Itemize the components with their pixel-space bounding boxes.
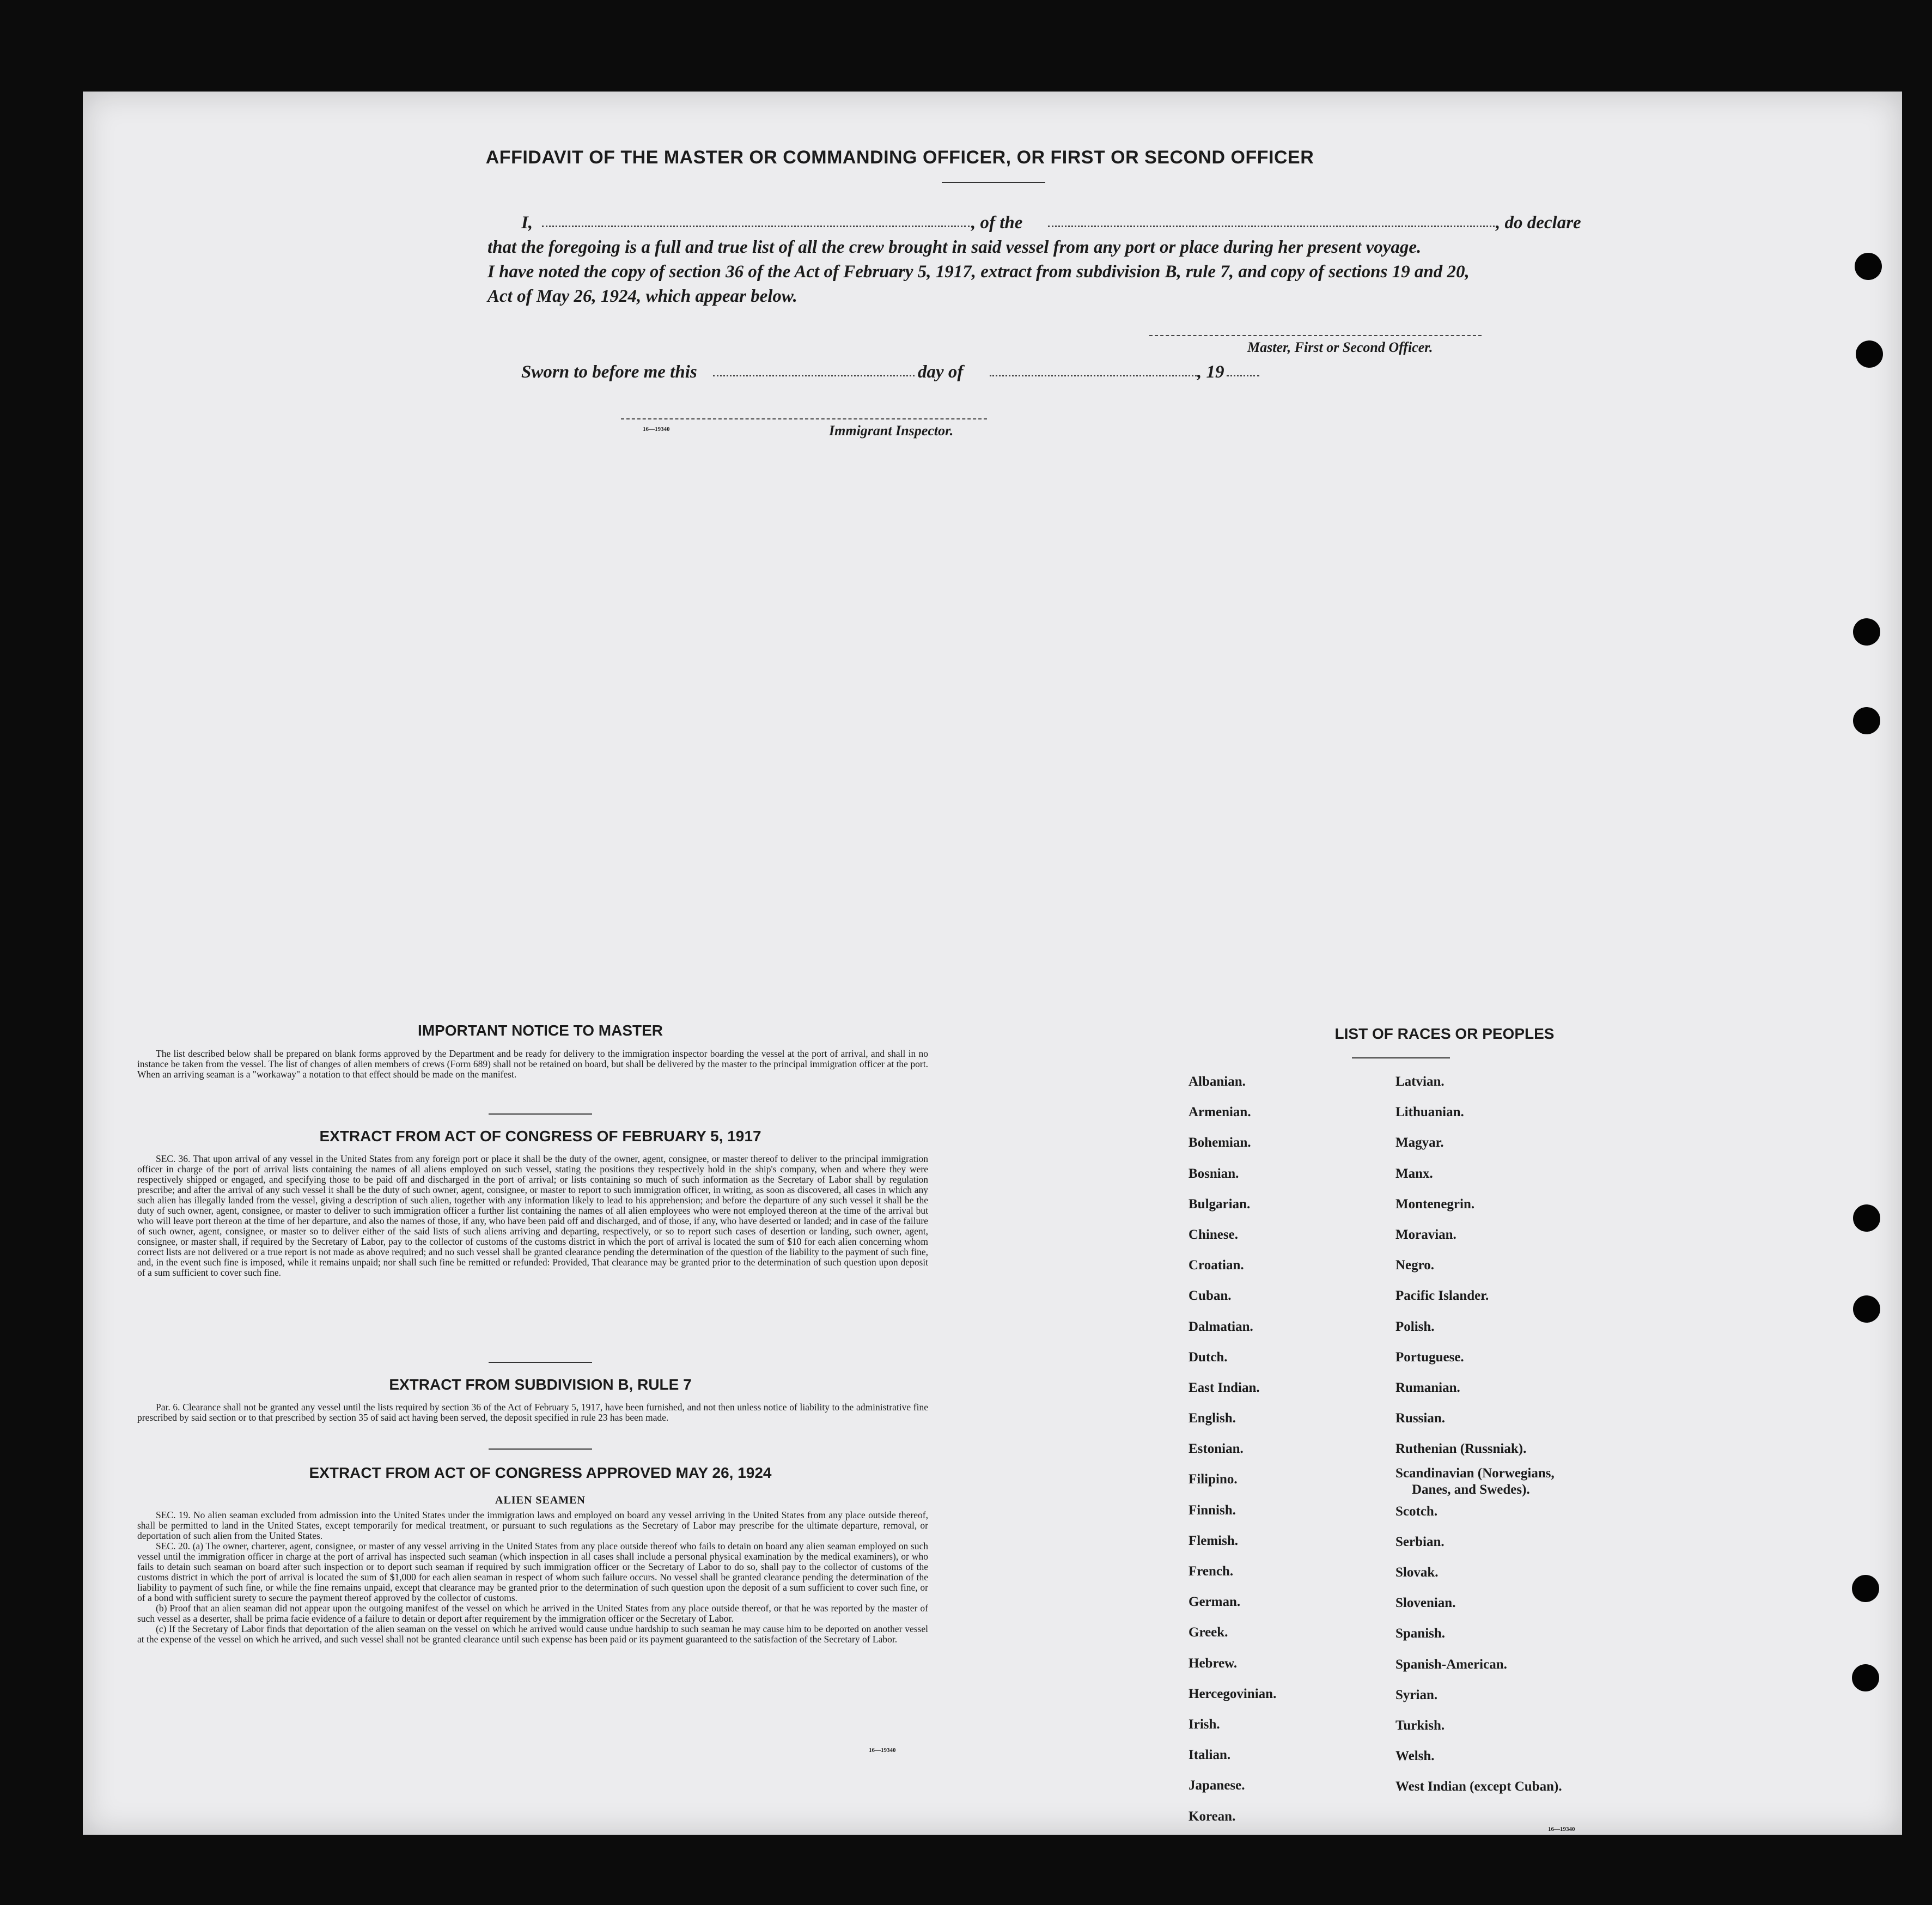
race-item-right: Spanish-American. <box>1395 1657 1507 1672</box>
race-item-left: Croatian. <box>1189 1258 1244 1273</box>
race-item-left: Bulgarian. <box>1189 1196 1251 1212</box>
year-prefix-label: , 19 <box>1197 362 1224 382</box>
extract-1917-text: SEC. 36. That upon arrival of any vessel in the United States from any foreign port or place it shall be the duty of the owner, agent, consignee, or master thereof to deliver to the principal immigration officer in charge of the port of arrival lists containing the names of all aliens employed on such vessel, stating the positions they respectively hold in the ship's company, when and where they were respectively shipped or engaged, and specifying those to be paid off and discharged in the port of arrival; or lists containing so much of such information as the Secretary of Labor shall by regulation prescribe; and after the arrival of any such vessel it shall be the duty of such owner, agent, consignee, or master to report to such immigration officer, in writing, as soon as discovered, all cases in which any such alien has illegally landed from the vessel, giving a description of such alien, together with any information likely to lead to his apprehension; and before the departure of any such vessel it shall be the duty of such owner, agent, consignee, or master to deliver to such immigration officer a further list containing the names of all alien employees who were not employed thereon at the time of the arrival but who will leave port thereon at the time of her departure, and also the names of those, if any, who have been paid off and discharged, and of those, if any, who have deserted or landed; and in case of the failure of such owner, agent, consignee, or master so to deliver either of the said lists of such aliens arriving and departing, respectively, or so to report such cases of desertion or landing, such owner, agent, consignee, or master shall, if required by the Secretary of Labor, pay to the collector of customs of the customs district in which the port of arrival is located the sum of $10 for each alien concerning whom correct lists are not delivered or a true report is not made as above required; and no such vessel shall be granted clearance pending the determination of the question of the liability to the payment of such fine, and, in the event such fine is imposed, while it remains unpaid; nor shall such fine be remitted or refunded: Provided, That clearance may be granted prior to the determination of such question upon deposit of a sum sufficient to cover such fine. <box>137 1153 928 1278</box>
punch-hole <box>1853 1295 1880 1323</box>
sworn-month-field[interactable] <box>990 375 1197 376</box>
race-item-right: Ruthenian (Russniak). <box>1395 1441 1527 1457</box>
sworn-year-field[interactable] <box>1227 375 1259 376</box>
race-item-left: Finnish. <box>1189 1502 1236 1518</box>
punch-hole <box>1855 253 1882 280</box>
affidavit-line2: that the foregoing is a full and true list of all the crew brought in said vessel from any port or place during her present voyage. <box>487 238 1422 257</box>
race-item-right: Negro. <box>1395 1258 1435 1273</box>
race-item-right: Magyar. <box>1395 1135 1444 1151</box>
notice-text: The list described below shall be prepared on blank forms approved by the Department and be ready for delivery to the immigration inspector boarding the vessel at the port of arrival, and shall in no instance be taken from the vessel. The list of changes of alien members of crews (Form 689) shall not be retained on board, but shall be delivered by the master to the principal immigration officer at the port. When an arriving seaman is a "workaway" a notation to that effect should be made on the manifest. <box>137 1048 928 1080</box>
inspector-label: Immigrant Inspector. <box>829 423 954 439</box>
race-item-right: Slovenian. <box>1395 1596 1456 1611</box>
affidavit-line1 <box>521 210 1605 235</box>
sec-20a-text: SEC. 20. (a) The owner, charterer, agent, consignee, or master of any vessel arriving in the United States from any place outside thereof who fails to detain on board any alien seaman employed on such vessel until the immigration officer in charge at the port of arrival has inspected such seaman (which inspection in all cases shall include a personal physical examination by the medical examiners), or who fails to detain such seaman on board after such inspection or to deport such seaman if required by such immigration officer or the Secretary of Labor to do so, shall pay to the collector of customs of the customs district in which the port of arrival is located the sum of $1,000 for each alien seaman in respect of whom such failure occurs. No vessel shall be granted clearance pending the determination of the liability to payment of such fine, or while the fine remains unpaid, except that clearance may be granted prior to the determination of such question upon the deposit of a sum sufficient to cover such fine, or of a bond with sufficient surety to secure the payment thereof approved by the collector of customs. <box>137 1541 928 1603</box>
races-title: LIST OF RACES OR PEOPLES <box>1334 1025 1555 1042</box>
race-item-right <box>1395 1464 1668 1496</box>
inspector-signature-line[interactable] <box>621 418 987 419</box>
notice-title: IMPORTANT NOTICE TO MASTER <box>417 1022 663 1039</box>
master-signature-line[interactable] <box>1149 335 1482 336</box>
extract-form-code: 16—19340 <box>869 1747 896 1754</box>
extract-1917-title: EXTRACT FROM ACT OF CONGRESS OF FEBRUARY 5, 1917 <box>319 1128 761 1145</box>
race-item-right: Lithuanian. <box>1395 1105 1464 1120</box>
section-divider <box>489 1362 592 1363</box>
race-item-left: Irish. <box>1189 1717 1220 1732</box>
race-item-left: Korean. <box>1189 1809 1236 1824</box>
affidavit-i: I, <box>521 213 533 233</box>
title-underline <box>942 182 1045 183</box>
race-item-right: Rumanian. <box>1395 1380 1460 1395</box>
race-item-right: Scotch. <box>1395 1504 1438 1519</box>
affidavit-form-code: 16—19340 <box>643 426 670 433</box>
race-item-right: Moravian. <box>1395 1227 1456 1242</box>
affidavit-title: AFFIDAVIT OF THE MASTER OR COMMANDING OFFICER, OR FIRST OR SECOND OFFICER <box>485 147 1314 168</box>
race-item-right: Syrian. <box>1395 1687 1438 1702</box>
extract-rule7-title: EXTRACT FROM SUBDIVISION B, RULE 7 <box>389 1376 692 1393</box>
punch-hole <box>1853 707 1880 734</box>
races-title-underline <box>1352 1057 1450 1058</box>
section-divider <box>489 1448 592 1450</box>
race-item-left: Cuban. <box>1189 1288 1232 1304</box>
extract-1924-title: EXTRACT FROM ACT OF CONGRESS APPROVED MAY 26, 1924 <box>309 1464 772 1481</box>
race-item-left: Estonian. <box>1189 1441 1244 1457</box>
race-item-right: Turkish. <box>1395 1718 1445 1733</box>
race-item-right: Russian. <box>1395 1411 1446 1426</box>
race-item-right: Slovak. <box>1395 1565 1439 1580</box>
race-item-right: Spanish. <box>1395 1626 1446 1641</box>
punch-hole <box>1853 1204 1880 1232</box>
punch-hole <box>1852 1664 1879 1691</box>
alien-seamen-subtitle: ALIEN SEAMEN <box>495 1494 586 1506</box>
race-item-left: English. <box>1189 1411 1236 1426</box>
race-item-right: Montenegrin. <box>1395 1196 1475 1212</box>
punch-hole <box>1853 618 1880 646</box>
extract-rule7-text: Par. 6. Clearance shall not be granted any vessel until the lists required by section 36 of the Act of February 5, 1917, have been furnished, and not then unless notice of liability to the administrative fine prescribed by said section or to that prescribed by section 35 of said act having been served, the deposit specified in rule 23 has been made. <box>137 1402 928 1423</box>
sworn-before-label: Sworn to before me this <box>521 362 697 382</box>
sec-20c-text: (c) If the Secretary of Labor finds that deportation of the alien seaman on the vessel on which he arrived would cause undue hardship to such seaman he may cause him to be deported on another vessel at the expense of the vessel on which he arrived, and such vessel shall not be granted clearance until such expense has been paid or its payment guaranteed to the satisfaction of the Secretary of Labor. <box>137 1623 928 1645</box>
race-item-left: East Indian. <box>1189 1380 1260 1395</box>
affidavit-do-declare: , do declare <box>1496 213 1581 233</box>
race-item-left: Hebrew. <box>1189 1656 1238 1671</box>
race-item-left: Italian. <box>1189 1748 1231 1763</box>
race-item-right: Polish. <box>1395 1319 1435 1334</box>
race-item-line: Danes, and Swedes). <box>1412 1482 1530 1498</box>
vessel-name-field[interactable] <box>1048 226 1495 227</box>
race-item-left: Bosnian. <box>1189 1166 1239 1181</box>
master-signature-label: Master, First or Second Officer. <box>1247 339 1433 355</box>
affidavit-line4: Act of May 26, 1924, which appear below. <box>487 287 797 306</box>
race-item-right: Pacific Islander. <box>1395 1288 1489 1304</box>
race-item-left: Chinese. <box>1189 1227 1238 1242</box>
section-divider <box>489 1113 592 1115</box>
race-item-left: Flemish. <box>1189 1533 1238 1548</box>
race-item-left: Armenian. <box>1189 1105 1251 1120</box>
extract-1924-body <box>137 1510 928 1645</box>
document-page <box>83 92 1902 1835</box>
races-right-column <box>1395 1067 1668 1803</box>
race-item-left: French. <box>1189 1564 1234 1579</box>
race-item-left: Filipino. <box>1189 1472 1238 1487</box>
race-item-line: Scandinavian (Norwegians, <box>1395 1466 1555 1481</box>
master-name-field[interactable] <box>542 226 970 227</box>
race-item-left: Dutch. <box>1189 1349 1228 1365</box>
affidavit-of-the: , of the <box>971 213 1023 233</box>
races-left-column <box>1189 1067 1374 1832</box>
race-item-right: Serbian. <box>1395 1534 1445 1549</box>
race-item-right: Manx. <box>1395 1166 1433 1181</box>
race-item-left: Greek. <box>1189 1625 1228 1640</box>
races-form-code: 16—19340 <box>1548 1826 1575 1833</box>
race-item-right: Latvian. <box>1395 1074 1445 1089</box>
race-item-left: Albanian. <box>1189 1074 1246 1089</box>
race-item-right: Welsh. <box>1395 1749 1435 1764</box>
punch-hole <box>1852 1575 1879 1602</box>
affidavit-line3: I have noted the copy of section 36 of the Act of February 5, 1917, extract from subdivision B, rule 7, and copy of sections 19 and 20, <box>487 262 1470 282</box>
sec-20b-text: (b) Proof that an alien seaman did not appear upon the outgoing manifest of the vessel on which he arrived in the United States from any place outside thereof, or that he was reported by the master of such vessel as a deserter, shall be prima facie evidence of a failure to detain or deport after requirement by the immigration officer or the Secretary of Labor. <box>137 1603 928 1624</box>
race-item-left: Hercegovinian. <box>1189 1686 1277 1701</box>
day-of-label: day of <box>918 362 964 382</box>
race-item-left: Japanese. <box>1189 1778 1245 1793</box>
sworn-day-field[interactable] <box>713 375 915 376</box>
sec-19-text: SEC. 19. No alien seaman excluded from admission into the United States under the immigration laws and employed on board any vessel arriving in the United States from any place outside thereof, shall be permitted to land in the United States, except temporarily for medical treatment, or pursuant to such regulations as the Secretary of Labor may prescribe for the ultimate departure, removal, or deportation of such alien from the United States. <box>137 1510 928 1541</box>
race-item-left: Dalmatian. <box>1189 1319 1253 1334</box>
punch-hole <box>1856 340 1883 368</box>
race-item-right: Portuguese. <box>1395 1349 1464 1365</box>
race-item-left: Bohemian. <box>1189 1135 1251 1151</box>
race-item-left: German. <box>1189 1594 1241 1610</box>
race-item-right: West Indian (except Cuban). <box>1395 1779 1562 1794</box>
